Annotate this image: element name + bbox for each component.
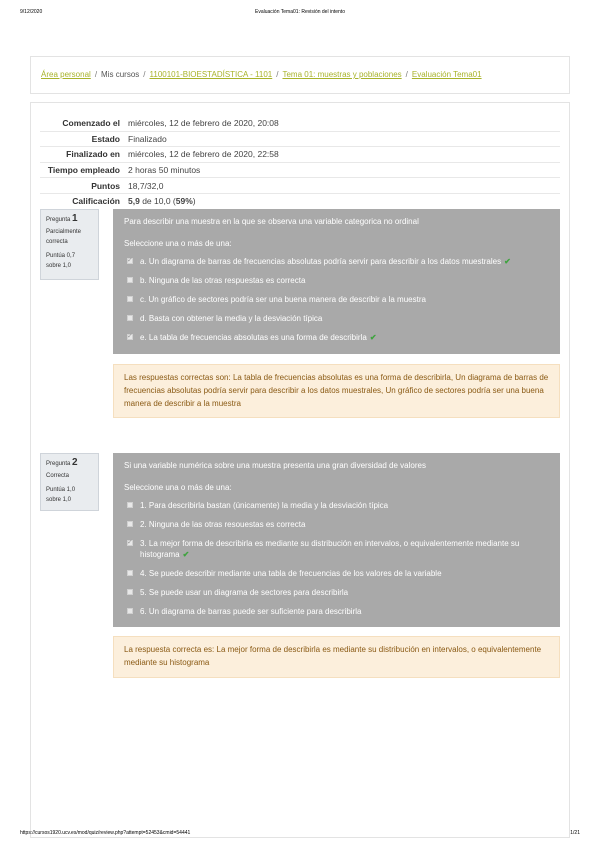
breadcrumb-mis-cursos: Mis cursos <box>101 70 140 79</box>
summary-row <box>40 178 560 194</box>
summary-value: 18,7/32,0 <box>128 178 560 194</box>
question-score-max: sobre 1,0 <box>46 497 72 503</box>
question-text: Para describir una muestra en la que se observa una variable categorica no ordinal <box>124 217 419 226</box>
print-date: 9/12/2020 <box>20 9 43 15</box>
option-text: c. Un gráfico de sectores podría ser una buena manera de describir a la muestra <box>140 295 426 304</box>
breadcrumb <box>41 70 482 79</box>
grade-value <box>128 193 560 208</box>
option-text: 6. Un diagrama de barras puede ser suficiente para describirla <box>140 607 362 616</box>
answer-option[interactable] <box>124 256 549 267</box>
summary-row <box>40 147 560 163</box>
answer-option[interactable] <box>124 500 549 511</box>
option-text: 3. La mejor forma de describirla es mediante su distribución en intervalos, o equivalentemente mediante su histograma <box>140 539 520 559</box>
breadcrumb-separator: / <box>94 70 98 79</box>
print-url: https://cursos1920.ucv.es/mod/quiz/review.php?attempt=52453&cmid=54441 <box>20 830 191 836</box>
checkbox[interactable] <box>127 589 133 595</box>
summary-label: Tiempo empleado <box>40 162 128 178</box>
question-2-info <box>40 453 99 511</box>
question-1-info <box>40 209 99 280</box>
summary-label: Puntos <box>40 178 128 194</box>
grade: 5,9 <box>128 196 140 207</box>
checkbox[interactable] <box>127 570 133 576</box>
breadcrumb-course[interactable]: 1100101-BIOESTADÍSTICA - 1101 <box>149 70 273 79</box>
breadcrumb-area-personal[interactable]: Área personal <box>41 70 91 79</box>
question-label: Pregunta <box>46 217 71 223</box>
correct-check-icon: ✔ <box>369 333 377 342</box>
breadcrumb-separator: / <box>276 70 279 79</box>
checkbox[interactable] <box>127 502 133 508</box>
question-number: 1 <box>72 213 78 224</box>
breadcrumb-separator: / <box>405 70 408 79</box>
summary-label: Calificación <box>40 193 128 208</box>
option-text: b. Ninguna de las otras respuestas es correcta <box>140 276 306 285</box>
option-text: e. La tabla de frecuencias absolutas es una forma de describirla <box>140 333 367 342</box>
summary-label: Comenzado el <box>62 118 120 129</box>
summary-value: Finalizado <box>128 131 560 147</box>
attempt-summary-table <box>40 116 560 209</box>
answer-option[interactable] <box>124 568 549 579</box>
option-text: 1. Para describirla bastan (únicamente) la media y la desviación típica <box>140 501 389 510</box>
option-text: 4. Se puede describir mediante una tabla de frecuencias de los valores de la variable <box>140 569 442 578</box>
question-status: Correcta <box>46 473 70 479</box>
summary-row <box>40 162 560 178</box>
question-score: Puntúa 0,7 <box>46 253 76 259</box>
question-status: Parcialmente correcta <box>46 229 82 245</box>
summary-value: miércoles, 12 de febrero de 2020, 20:08 <box>128 118 279 129</box>
question-text: Si una variable numérica sobre una muestra presenta una gran diversidad de valores <box>124 461 426 470</box>
question-2-content <box>113 453 560 627</box>
checkbox[interactable] <box>127 608 133 614</box>
print-page-number: 1/21 <box>570 830 580 836</box>
option-text: 2. Ninguna de las otras resouestas es correcta <box>140 520 306 529</box>
grade-percent: 59% <box>175 196 193 207</box>
answer-option[interactable] <box>124 294 549 305</box>
checkbox-checked[interactable] <box>127 540 133 546</box>
answer-option[interactable] <box>124 332 549 343</box>
checkbox[interactable] <box>127 521 133 527</box>
question-1-content <box>113 209 560 354</box>
summary-label: Estado <box>40 131 128 147</box>
breadcrumb-topic[interactable]: Tema 01: muestras y poblaciones <box>282 70 402 79</box>
checkbox[interactable] <box>127 296 133 302</box>
summary-row <box>40 131 560 147</box>
breadcrumb-separator: / <box>143 70 146 79</box>
question-2-feedback: La respuesta correcta es: La mejor forma de describirla es mediante su distribución en intervalos, o equivalentemente mediante su histograma <box>113 636 560 678</box>
question-score-max: sobre 1,0 <box>46 263 72 269</box>
answer-option[interactable] <box>124 275 549 286</box>
checkbox-checked[interactable] <box>127 334 133 340</box>
summary-row <box>40 193 560 208</box>
answer-option[interactable] <box>124 538 549 560</box>
question-prompt: Seleccione una o más de una: <box>124 483 232 492</box>
answer-option[interactable] <box>124 313 549 324</box>
summary-value: 2 horas 50 minutos <box>128 162 560 178</box>
answer-option[interactable] <box>124 587 549 598</box>
summary-label: Finalizado en <box>40 147 128 163</box>
question-number: 2 <box>72 457 78 468</box>
checkbox[interactable] <box>127 315 133 321</box>
grade-rest: de 10,0 ( <box>139 196 176 207</box>
option-text: d. Basta con obtener la media y la desviación típica <box>140 314 323 323</box>
breadcrumb-panel <box>30 56 570 94</box>
question-label: Pregunta <box>46 461 71 467</box>
answer-option[interactable] <box>124 519 549 530</box>
correct-check-icon: ✔ <box>182 550 190 559</box>
print-title: Evaluación Tema01: Revisión del intento <box>255 9 345 15</box>
question-1-feedback: Las respuestas correctas son: La tabla de frecuencias absolutas es una forma de describirla, Un diagrama de barras de frecuencias absolutas podría servir para describir a los datos muestrales, Un gráfico de sectores podría ser una buena manera de describir a la muestra <box>113 364 560 418</box>
question-score: Puntúa 1,0 <box>46 487 76 493</box>
option-text: 5. Se puede usar un diagrama de sectores para describirla <box>140 588 349 597</box>
summary-row <box>40 116 560 131</box>
checkbox-checked[interactable] <box>127 258 133 264</box>
grade-close: ) <box>192 196 196 207</box>
correct-check-icon: ✔ <box>504 257 511 266</box>
question-prompt: Seleccione una o más de una: <box>124 239 232 248</box>
checkbox[interactable] <box>127 277 133 283</box>
answer-option[interactable] <box>124 606 549 617</box>
option-text: a. Un diagrama de barras de frecuencias absolutas podría servir para describir a los datos muestrales <box>140 257 502 266</box>
summary-value: miércoles, 12 de febrero de 2020, 22:58 <box>128 147 560 163</box>
breadcrumb-quiz[interactable]: Evaluación Tema01 <box>411 70 482 79</box>
